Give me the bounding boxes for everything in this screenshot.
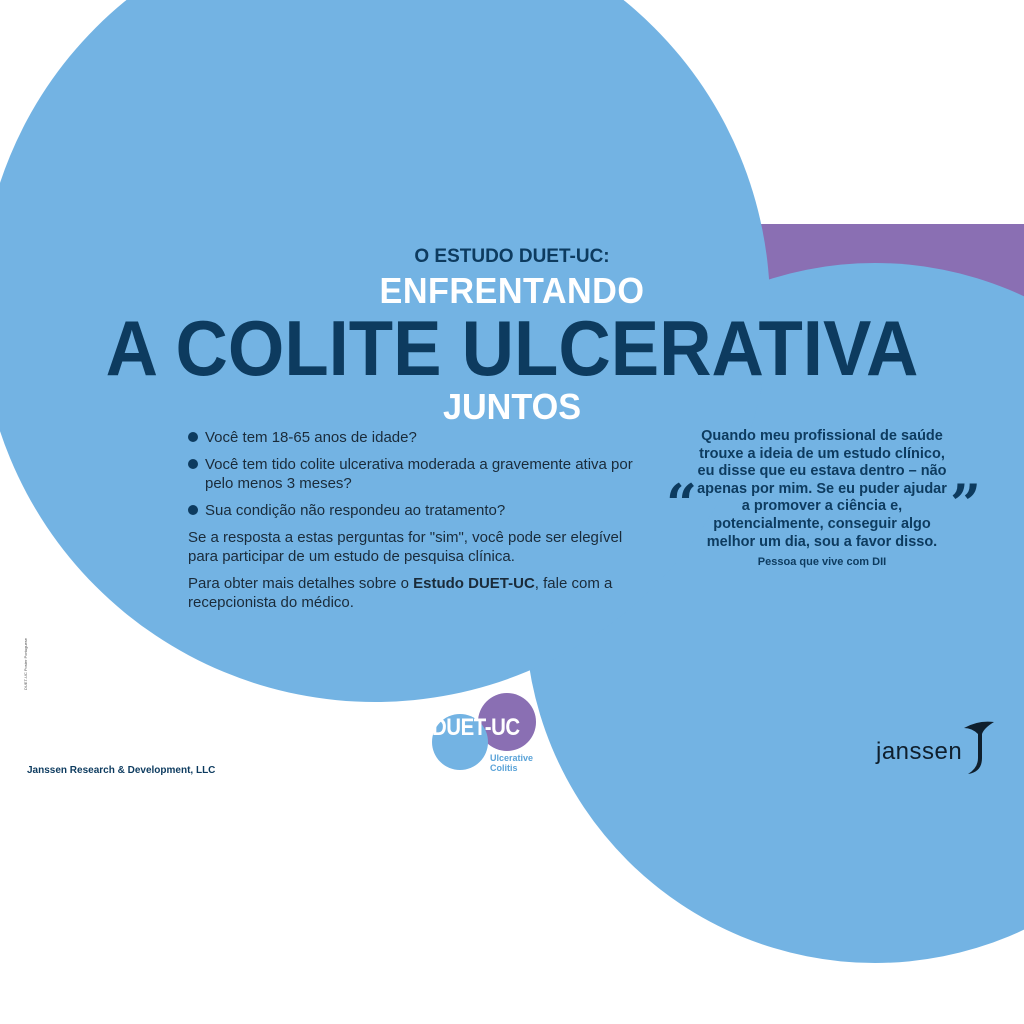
janssen-wordmark: janssen <box>876 738 963 765</box>
bullet-icon <box>188 432 198 442</box>
study-kicker: O ESTUDO DUET-UC: <box>414 246 610 267</box>
details-suffix: , fale com a recepcionista do médico. <box>188 575 613 611</box>
janssen-hook-icon <box>958 718 1000 776</box>
eligibility-statement: Se a resposta a estas perguntas for "sim", você pode ser elegível para participar de um estudo de pesquisa clínica. <box>188 529 623 565</box>
criteria-item <box>188 501 648 520</box>
bullet-icon <box>188 459 198 469</box>
janssen-logo <box>874 718 1004 778</box>
quote-attribution: Pessoa que vive com DII <box>757 556 887 569</box>
headline-line-3: JUNTOS <box>442 386 582 427</box>
criteria-text: Você tem tido colite ulcerativa moderada a gravemente ativa por pelo menos 3 meses? <box>205 456 633 492</box>
logo-wordmark: DUET-UC <box>432 714 520 741</box>
criteria-item <box>188 455 648 493</box>
logo-subtitle <box>490 753 533 773</box>
headline-line-1: ENFRENTANDO <box>379 270 645 311</box>
criteria-text: Você tem 18-65 anos de idade? <box>205 429 417 446</box>
bullet-icon <box>188 505 198 515</box>
eligibility-criteria <box>188 428 648 620</box>
criteria-text: Sua condição não respondeu ao tratamento? <box>205 502 506 519</box>
logo-subtitle-line-2: Colitis <box>490 763 518 773</box>
duet-uc-logo <box>428 690 540 780</box>
close-quote-icon: ” <box>950 472 982 536</box>
details-statement <box>188 574 648 612</box>
headline-main: A COLITE ULCERATIVA <box>105 304 919 392</box>
quote-text: Quando meu profissional de saúde trouxe a ideia de um estudo clínico, eu disse que eu estava dentro – não apenas por mim. Se eu puder ajudar a promover a ciência e, potencialmente, conseguir algo melhor um dia, sou a favor disso. <box>697 428 947 550</box>
study-name-bold: Estudo DUET-UC <box>413 575 535 592</box>
details-prefix: Para obter mais detalhes sobre o <box>188 575 414 592</box>
print-code: DUET-UC Poster Portuguese <box>23 637 28 690</box>
open-quote-icon: “ <box>666 472 698 536</box>
criteria-item <box>188 428 648 447</box>
testimonial-quote <box>694 428 950 572</box>
company-name: Janssen Research & Development, LLC <box>27 765 216 776</box>
logo-subtitle-line-1: Ulcerative <box>490 753 534 763</box>
